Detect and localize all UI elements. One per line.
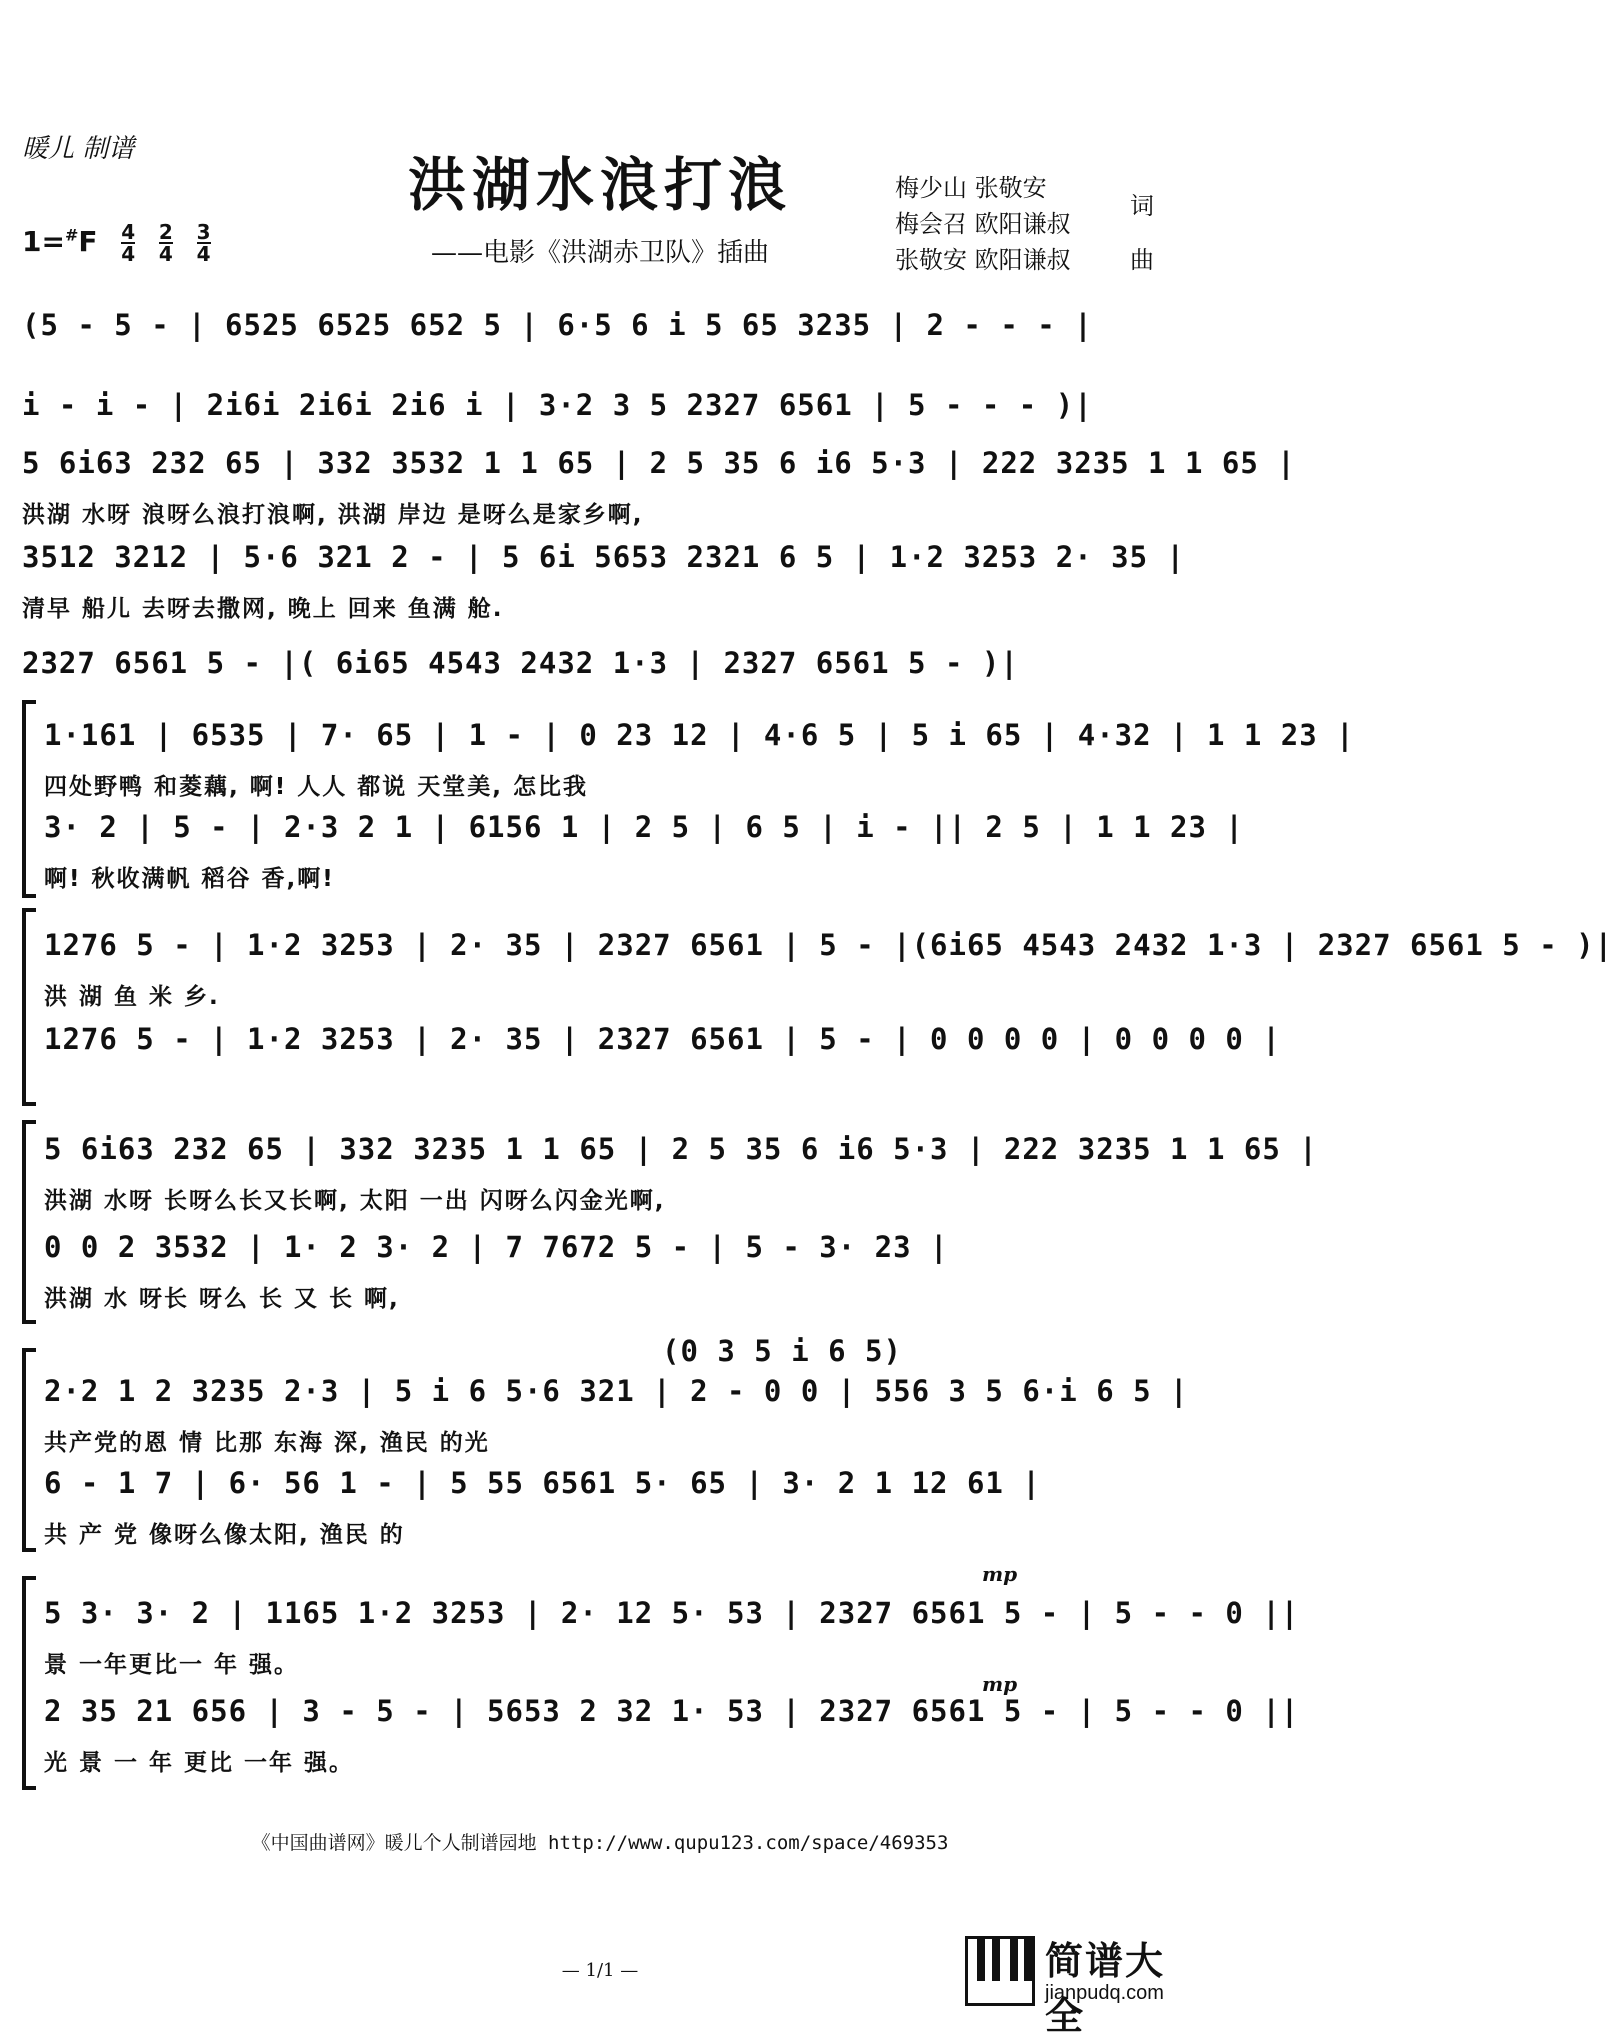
lyric-line-8: 洪 湖 鱼 米 乡. [44,984,220,1010]
meter-3: $\frac{3}{4}$ [196,220,211,266]
score-line-14: 5 3· 3· 2 | 1165 1·2 3253 | 2· 12 5· 53 | 2327 6561 5 - | 5 - - 0 || [44,1596,1300,1630]
score-line-5: 2327 6561 5 - |( 6i65 4543 2432 1·3 | 2327 6561 5 - )| [22,646,1019,680]
credits [895,170,1154,278]
meter-1: $\frac{4}{4}$ [121,220,136,266]
composers-line: 张敬安 欧阳谦叔 [895,246,1071,274]
meter-2: $\frac{2}{4}$ [158,220,173,266]
score-line-7: 3· 2 | 5 - | 2·3 2 1 | 6156 1 | 2 5 | 6 5 | i - || 2 5 | 1 1 23 | [44,810,1244,844]
composer-tag: 曲 [1130,246,1154,274]
score-line-11: 0 0 2 3532 | 1· 2 3· 2 | 7 7672 5 - | 5 - 3· 23 | [44,1230,949,1264]
footer-source: 《中国曲谱网》暖儿个人制谱园地 http://www.qupu123.com/space/469353 [251,1832,949,1854]
key-signature [22,222,211,264]
dynamic-mp-1: mp [982,1562,1018,1586]
lyric-line-12: 共产党的恩 情 比那 东海 深, 渔民 的光 [44,1430,490,1456]
key-note: F [78,225,98,258]
logo-url: jianpudq.com [1045,1982,1164,2004]
score-line-1: (5 - 5 - | 6525 6525 652 5 | 6·5 6 i 5 65 3235 | 2 - - - | [22,308,1093,342]
key-sharp: # [64,225,79,245]
logo-brand: 简谱大全 [1045,1939,1166,2038]
lyric-line-3: 洪湖 水呀 浪呀么浪打浪啊, 洪湖 岸边 是呀么是家乡啊, [22,502,644,528]
system-brace-1 [22,700,36,898]
score-body [22,300,1613,1820]
score-line-2: i - i - | 2i6i 2i6i 2i6 i | 3·2 3 5 2327 6561 | 5 - - - )| [22,388,1093,422]
score-line-interlude: (0 3 5 i 6 5) [662,1334,902,1368]
lyric-line-10: 洪湖 水呀 长呀么长又长啊, 太阳 一出 闪呀么闪金光啊, [44,1188,666,1214]
site-logo [965,1930,1190,2038]
piano-icon [965,1936,1035,2006]
score-line-12: 2·2 1 2 3235 2·3 | 5 i 6 5·6 321 | 2 - 0 0 | 556 3 5 6·i 6 5 | [44,1374,1189,1408]
maker-credit: 暖儿 制谱 [22,134,135,164]
lyricists-line-2: 梅会召 欧阳谦叔 [895,210,1071,238]
lyric-line-15: 光 景 一 年 更比 一年 强。 [44,1750,355,1776]
lyricists-line-1: 梅少山 张敬安 [895,174,1047,202]
system-brace-4 [22,1348,36,1552]
score-line-4: 3512 3212 | 5·6 321 2 - | 5 6i 5653 2321 6 5 | 1·2 3253 2· 35 | [22,540,1185,574]
score-line-15: 2 35 21 656 | 3 - 5 - | 5653 2 32 1· 53 | 2327 6561 5 - | 5 - - 0 || [44,1694,1300,1728]
score-line-3: 5 6i63 232 65 | 332 3532 1 1 65 | 2 5 35 6 i6 5·3 | 222 3235 1 1 65 | [22,446,1296,480]
lyric-line-14: 景 一年更比一 年 强。 [44,1652,300,1678]
system-brace-5 [22,1576,36,1790]
system-brace-3 [22,1120,36,1324]
lyric-line-4: 清早 船儿 去呀去撒网, 晚上 回来 鱼满 舱. [22,596,504,622]
dynamic-mp-2: mp [982,1672,1018,1696]
score-line-10: 5 6i63 232 65 | 332 3235 1 1 65 | 2 5 35 6 i6 5·3 | 222 3235 1 1 65 | [44,1132,1318,1166]
lyric-line-13: 共 产 党 像呀么像太阳, 渔民 的 [44,1522,405,1548]
score-line-8: 1276 5 - | 1·2 3253 | 2· 35 | 2327 6561 | 5 - |(6i65 4543 2432 1·3 | 2327 6561 5 - )| [44,928,1613,962]
system-brace-2 [22,908,36,1106]
lyric-line-6: 四处野鸭 和菱藕, 啊! 人人 都说 天堂美, 怎比我 [44,774,589,800]
song-title: 洪湖水浪打浪 [407,151,792,219]
score-line-6: 1·161 | 6535 | 7· 65 | 1 - | 0 23 12 | 4·6 5 | 5 i 65 | 4·32 | 1 1 23 | [44,718,1355,752]
key-label: 1= [22,225,65,258]
score-line-13: 6 - 1 7 | 6· 56 1 - | 5 55 6561 5· 65 | 3· 2 1 12 61 | [44,1466,1041,1500]
lyric-line-7: 啊! 秋收满帆 稻谷 香,啊! [44,866,335,892]
page-number: — 1/1 — [561,1960,639,1981]
song-subtitle: ——电影《洪湖赤卫队》插曲 [430,238,769,268]
lyric-line-11: 洪湖 水 呀长 呀么 长 又 长 啊, [44,1286,400,1312]
lyric-tag: 词 [1130,192,1154,220]
score-line-9: 1276 5 - | 1·2 3253 | 2· 35 | 2327 6561 | 5 - | 0 0 0 0 | 0 0 0 0 | [44,1022,1281,1056]
